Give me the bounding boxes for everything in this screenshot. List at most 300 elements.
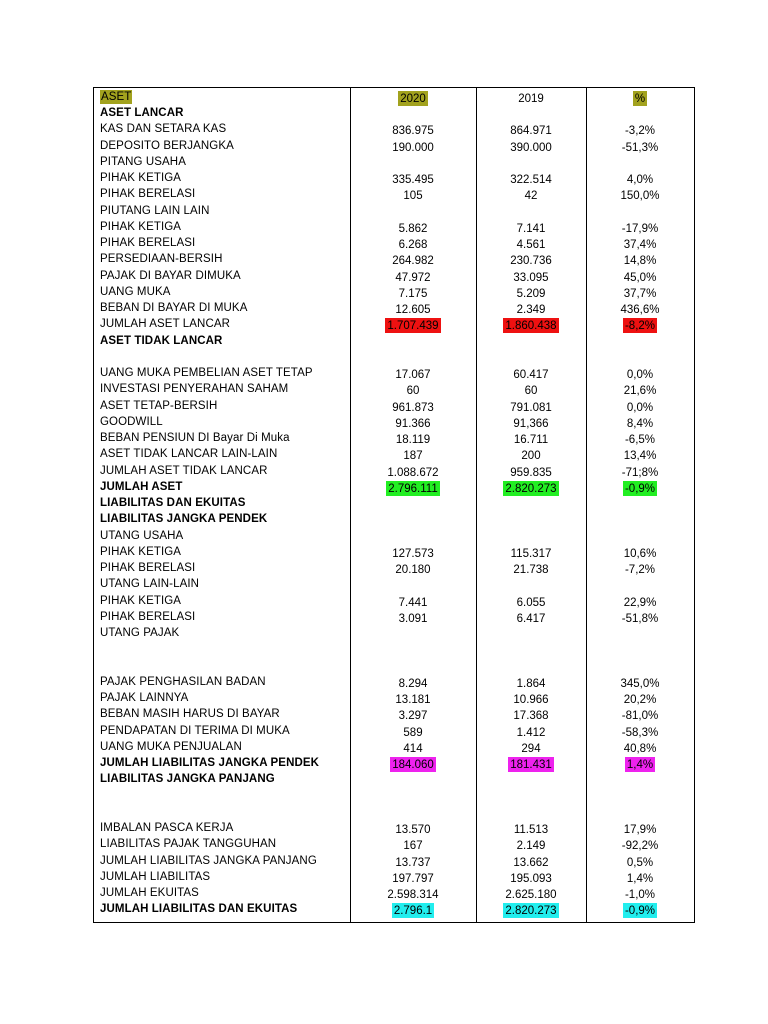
value-2019: 2.149 <box>516 840 546 853</box>
value-2020: 18.119 <box>395 434 431 446</box>
value-2019 <box>529 540 533 541</box>
row-label: BEBAN DI BAYAR DI MUKA <box>100 302 248 314</box>
row-label: JUMLAH ASET LANCAR <box>100 318 231 331</box>
value-2019: 181.431 <box>510 759 552 771</box>
value-pct: -8,2% <box>624 320 656 333</box>
value-2019-cell <box>476 105 586 121</box>
value-2020-cell <box>350 333 476 349</box>
header-pct: % <box>634 93 646 105</box>
row-label: JUMLAH LIABILITAS JANGKA PANJANG <box>100 854 317 867</box>
value-2019-cell <box>476 219 586 235</box>
value-2020: 836.975 <box>392 125 434 138</box>
value-pct-cell <box>586 771 694 787</box>
row-label: PIHAK BERELASI <box>100 188 196 201</box>
value-2020-cell <box>350 593 476 609</box>
value-pct-cell <box>586 576 694 592</box>
value-2020-cell <box>350 495 476 511</box>
value-2019: 1.412 <box>516 726 546 739</box>
value-2019-cell <box>476 333 586 349</box>
row-label: UANG MUKA PEMBELIAN ASET TETAP <box>100 367 313 379</box>
row-label: DEPOSITO BERJANGKA <box>100 139 234 152</box>
value-2019: 4.561 <box>516 239 546 251</box>
value-2019-cell <box>476 690 586 706</box>
value-pct: 436,6% <box>620 304 660 316</box>
value-pct <box>638 540 642 541</box>
value-2020: 589 <box>403 726 423 739</box>
value-2019 <box>529 361 533 362</box>
value-pct-cell <box>586 593 694 609</box>
value-pct: 0,0% <box>626 369 654 381</box>
value-pct-cell <box>586 430 694 446</box>
row-label: PENDAPATAN DI TERIMA DI MUKA <box>100 724 290 737</box>
value-2019: 91,366 <box>513 417 549 430</box>
value-pct <box>638 523 642 524</box>
value-2019: 13.662 <box>513 856 549 869</box>
value-2019-cell <box>476 544 586 560</box>
value-2019-cell <box>476 739 586 755</box>
value-pct: -6,5% <box>624 434 656 446</box>
row-label: JUMLAH ASET <box>100 480 183 493</box>
value-pct-cell <box>586 235 694 251</box>
value-pct-cell <box>586 901 694 917</box>
value-pct: -51,8% <box>621 612 659 625</box>
table-row <box>94 446 694 462</box>
value-2019-cell <box>476 820 586 836</box>
value-2019-cell <box>476 235 586 251</box>
value-2019 <box>529 117 533 118</box>
value-pct: -0,9% <box>624 905 656 918</box>
value-2019: 21.738 <box>513 564 549 576</box>
value-2019: 230.736 <box>510 255 552 268</box>
table-row <box>94 154 694 170</box>
table-row <box>94 463 694 479</box>
value-2020-cell <box>350 723 476 739</box>
header-2020-cell <box>350 89 476 105</box>
value-pct-cell <box>586 381 694 397</box>
value-2020: 167 <box>403 840 423 853</box>
table-row <box>94 576 694 592</box>
value-pct-cell <box>586 414 694 430</box>
value-2019-cell <box>476 203 586 219</box>
value-pct-cell <box>586 739 694 755</box>
value-2020 <box>411 540 415 541</box>
value-pct-cell <box>586 495 694 511</box>
table-row <box>94 528 694 544</box>
table-row <box>94 690 694 706</box>
value-2019-cell <box>476 674 586 690</box>
value-2019 <box>529 523 533 524</box>
value-pct-cell <box>586 121 694 137</box>
value-2019: 115.317 <box>510 547 552 560</box>
value-2019: 294 <box>521 742 541 755</box>
value-2020-cell <box>350 528 476 544</box>
row-label: JUMLAH LIABILITAS JANGKA PENDEK <box>100 757 320 769</box>
value-pct-cell <box>586 723 694 739</box>
table-row <box>94 479 694 495</box>
table-row <box>94 901 694 917</box>
value-pct <box>638 783 642 784</box>
value-pct-cell <box>586 251 694 267</box>
value-2020-cell <box>350 544 476 560</box>
value-2019-cell <box>476 593 586 609</box>
value-2020 <box>411 816 415 817</box>
value-pct-cell <box>586 706 694 722</box>
row-label: PIHAK KETIGA <box>100 172 182 184</box>
value-pct: 45,0% <box>623 271 657 284</box>
value-2020: 2.796.111 <box>388 482 438 495</box>
value-pct: 10,6% <box>623 547 657 560</box>
value-pct: 13,4% <box>623 450 657 463</box>
value-2019-cell <box>476 463 586 479</box>
value-pct-cell <box>586 658 694 674</box>
value-2020: 3.297 <box>398 710 428 723</box>
value-2019: 2.820.273 <box>505 905 557 918</box>
value-2019: 2.625.180 <box>505 889 557 901</box>
row-label: PAJAK DI BAYAR DIMUKA <box>100 269 241 282</box>
table-row <box>94 609 694 625</box>
table-row <box>94 105 694 121</box>
value-2020: 2.796.1 <box>393 905 433 918</box>
row-label: PIHAK KETIGA <box>100 220 182 233</box>
table-row <box>94 251 694 267</box>
value-2019-cell <box>476 609 586 625</box>
value-pct-cell <box>586 820 694 836</box>
value-2020: 127.573 <box>392 547 434 560</box>
value-pct: 1,4% <box>626 872 654 885</box>
value-2019-cell <box>476 121 586 137</box>
value-pct: -0,9% <box>624 482 656 495</box>
value-2019-cell <box>476 138 586 154</box>
value-pct: -92,2% <box>621 840 659 853</box>
value-2020-cell <box>350 381 476 397</box>
value-pct-cell <box>586 349 694 365</box>
value-2019: 5.209 <box>516 287 546 300</box>
value-pct-cell <box>586 788 694 804</box>
value-2020 <box>411 523 415 524</box>
table-row <box>94 430 694 446</box>
value-2020: 17.067 <box>395 369 431 381</box>
row-label: PERSEDIAAN-BERSIH <box>100 253 223 266</box>
value-pct <box>638 215 642 216</box>
row-label: INVESTASI PENYERAHAN SAHAM <box>100 383 289 396</box>
value-2019 <box>529 800 533 801</box>
value-2020-cell <box>350 755 476 771</box>
table-row <box>94 853 694 869</box>
table-row <box>94 755 694 771</box>
table-row <box>94 593 694 609</box>
value-2020-cell <box>350 804 476 820</box>
value-pct-cell <box>586 186 694 202</box>
table-row <box>94 121 694 137</box>
value-2020: 13.737 <box>395 856 431 869</box>
value-pct-cell <box>586 836 694 852</box>
value-2020-cell <box>350 203 476 219</box>
value-pct-cell <box>586 138 694 154</box>
value-2020: 5.862 <box>398 222 428 235</box>
value-pct: 0,5% <box>626 856 654 869</box>
value-2019-cell <box>476 869 586 885</box>
header-2020: 2020 <box>400 93 426 105</box>
value-pct <box>638 816 642 817</box>
value-2019-cell <box>476 154 586 170</box>
value-pct: -71;8% <box>621 466 659 479</box>
value-pct: 0,0% <box>626 401 654 414</box>
value-pct: 37,4% <box>623 239 657 251</box>
value-2019: 195.093 <box>510 872 552 885</box>
table-row <box>94 511 694 527</box>
row-label: JUMLAH LIABILITAS DAN EKUITAS <box>100 903 298 916</box>
value-pct-cell <box>586 479 694 495</box>
row-label: JUMLAH EKUITAS <box>100 887 199 899</box>
value-2020-cell <box>350 219 476 235</box>
value-2020-cell <box>350 674 476 690</box>
value-2019: 1.860.438 <box>505 320 557 333</box>
value-pct-cell <box>586 365 694 381</box>
value-pct <box>638 588 642 589</box>
table-row <box>94 186 694 202</box>
value-2020-cell <box>350 349 476 365</box>
row-label: UTANG USAHA <box>100 529 184 542</box>
value-2019-cell <box>476 268 586 284</box>
row-label: UANG MUKA <box>100 285 171 298</box>
value-2020 <box>411 361 415 362</box>
value-2020: 13.570 <box>395 824 431 836</box>
value-2020-cell <box>350 511 476 527</box>
table-row <box>94 723 694 739</box>
value-2019-cell <box>476 495 586 511</box>
value-2020 <box>411 507 415 508</box>
value-2019: 16.711 <box>513 434 549 446</box>
row-label: PIHAK BERELASI <box>100 610 196 623</box>
value-pct <box>638 653 642 654</box>
value-2019 <box>529 588 533 589</box>
value-2020: 20.180 <box>395 564 431 576</box>
value-2019-cell <box>476 414 586 430</box>
value-pct: 20,2% <box>623 694 657 706</box>
value-pct: 40,8% <box>623 742 657 755</box>
value-2020: 105 <box>403 190 423 203</box>
value-2019-cell <box>476 788 586 804</box>
value-2019-cell <box>476 641 586 657</box>
value-2020-cell <box>350 771 476 787</box>
value-2019: 33.095 <box>513 271 549 284</box>
value-2020-cell <box>350 576 476 592</box>
value-2020: 7.175 <box>398 287 428 300</box>
value-2019: 7.141 <box>516 222 546 235</box>
value-2019-cell <box>476 398 586 414</box>
value-2020-cell <box>350 869 476 885</box>
row-label: PIHAK KETIGA <box>100 545 182 558</box>
value-pct: -17,9% <box>621 222 659 235</box>
value-2020-cell <box>350 479 476 495</box>
table-row <box>94 365 694 381</box>
financial-table <box>93 87 695 923</box>
value-pct-cell <box>586 853 694 869</box>
table-row <box>94 788 694 804</box>
header-label: ASET <box>101 91 132 103</box>
row-label: UTANG LAIN-LAIN <box>100 578 200 591</box>
value-pct <box>638 345 642 346</box>
value-2019 <box>529 215 533 216</box>
header-2019-cell <box>476 89 586 105</box>
value-pct: 1,4% <box>626 759 654 771</box>
value-2020-cell <box>350 138 476 154</box>
value-2019: 17.368 <box>513 710 549 723</box>
value-pct-cell <box>586 300 694 316</box>
value-pct: 37,7% <box>623 287 657 300</box>
value-pct-cell <box>586 885 694 901</box>
value-2020-cell <box>350 430 476 446</box>
value-2019: 959.835 <box>510 466 552 479</box>
row-label: LIABILITAS PAJAK TANGGUHAN <box>100 838 277 851</box>
value-2020-cell <box>350 706 476 722</box>
value-2019: 10.966 <box>513 694 549 706</box>
value-2020-cell <box>350 901 476 917</box>
value-2019: 322.514 <box>510 174 552 186</box>
value-2019-cell <box>476 755 586 771</box>
value-2019-cell <box>476 836 586 852</box>
value-2019-cell <box>476 284 586 300</box>
value-2020 <box>411 117 415 118</box>
value-2020-cell <box>350 836 476 852</box>
value-2020-cell <box>350 105 476 121</box>
value-2020-cell <box>350 658 476 674</box>
value-2020: 2.598.314 <box>387 889 439 901</box>
value-2020-cell <box>350 398 476 414</box>
value-pct <box>638 670 642 671</box>
value-2019-cell <box>476 528 586 544</box>
value-pct <box>638 166 642 167</box>
table-row <box>94 560 694 576</box>
value-2020-cell <box>350 235 476 251</box>
value-2019-cell <box>476 479 586 495</box>
value-pct-cell <box>586 641 694 657</box>
row-label: JUMLAH LIABILITAS <box>100 870 211 883</box>
value-2019: 6.417 <box>516 612 546 625</box>
row-label: IMBALAN PASCA KERJA <box>100 822 234 834</box>
header-row <box>94 89 694 105</box>
value-pct-cell <box>586 755 694 771</box>
table-row <box>94 641 694 657</box>
table-row <box>94 495 694 511</box>
value-pct-cell <box>586 398 694 414</box>
value-2020: 264.982 <box>392 255 434 268</box>
value-pct: 17,9% <box>623 824 657 836</box>
value-2020-cell <box>350 414 476 430</box>
value-2019: 2.820.273 <box>505 482 557 495</box>
value-2019: 2.349 <box>516 304 546 316</box>
value-2020-cell <box>350 560 476 576</box>
row-label: ASET TIDAK LANCAR <box>100 334 223 347</box>
value-pct-cell <box>586 560 694 576</box>
value-pct-cell <box>586 609 694 625</box>
value-2020-cell <box>350 121 476 137</box>
value-pct-cell <box>586 625 694 641</box>
table-row <box>94 706 694 722</box>
value-2019: 200 <box>521 450 541 463</box>
row-label: GOODWILL <box>100 415 163 428</box>
value-2020: 187 <box>403 450 423 463</box>
value-2020: 47.972 <box>395 271 431 284</box>
value-pct-cell <box>586 219 694 235</box>
value-2020-cell <box>350 316 476 332</box>
table-row <box>94 771 694 787</box>
value-2019-cell <box>476 901 586 917</box>
value-2020-cell <box>350 186 476 202</box>
value-pct <box>638 637 642 638</box>
value-pct: 4,0% <box>626 174 654 186</box>
value-2020-cell <box>350 820 476 836</box>
value-pct-cell <box>586 869 694 885</box>
value-pct-cell <box>586 170 694 186</box>
value-2020-cell <box>350 154 476 170</box>
value-pct-cell <box>586 203 694 219</box>
value-2019 <box>529 670 533 671</box>
value-2019 <box>529 783 533 784</box>
value-pct-cell <box>586 674 694 690</box>
value-pct <box>638 800 642 801</box>
row-label: BEBAN PENSIUN DI Bayar Di Muka <box>100 432 290 444</box>
value-pct: -58,3% <box>621 726 659 739</box>
table-row <box>94 804 694 820</box>
value-pct: -3,2% <box>624 125 656 138</box>
value-2020-cell <box>350 365 476 381</box>
row-label: JUMLAH ASET TIDAK LANCAR <box>100 464 268 477</box>
row-label: PITANG USAHA <box>100 155 186 168</box>
value-pct: 8,4% <box>626 417 654 430</box>
value-pct-cell <box>586 105 694 121</box>
value-2019-cell <box>476 560 586 576</box>
value-2020: 6.268 <box>398 239 428 251</box>
value-pct: -7,2% <box>624 564 656 576</box>
table-row <box>94 268 694 284</box>
table-row <box>94 235 694 251</box>
value-pct-cell <box>586 284 694 300</box>
table-row <box>94 349 694 365</box>
table-row <box>94 333 694 349</box>
value-2020-cell <box>350 788 476 804</box>
row-label: ASET LANCAR <box>100 107 184 119</box>
value-2019 <box>529 345 533 346</box>
value-2020 <box>411 215 415 216</box>
value-2020: 12.605 <box>395 304 431 316</box>
value-2020: 335.495 <box>392 174 434 186</box>
value-2019-cell <box>476 186 586 202</box>
table-row <box>94 739 694 755</box>
table-row <box>94 658 694 674</box>
table-row <box>94 284 694 300</box>
value-2019-cell <box>476 365 586 381</box>
value-pct: 150,0% <box>620 190 660 203</box>
table-row <box>94 316 694 332</box>
value-2019-cell <box>476 381 586 397</box>
value-pct-cell <box>586 690 694 706</box>
value-2020 <box>411 670 415 671</box>
row-label: PIHAK KETIGA <box>100 594 182 607</box>
value-2020: 197.797 <box>392 872 434 885</box>
value-2019: 11.513 <box>513 824 549 836</box>
table-row <box>94 203 694 219</box>
value-2020-cell <box>350 251 476 267</box>
value-2020: 8.294 <box>398 677 428 690</box>
value-pct: 21,6% <box>623 385 657 398</box>
row-label: UTANG PAJAK <box>100 627 180 639</box>
value-2020: 414 <box>403 742 423 755</box>
value-2020: 1.707.439 <box>387 320 439 333</box>
value-2019-cell <box>476 658 586 674</box>
value-pct-cell <box>586 544 694 560</box>
table-row <box>94 625 694 641</box>
